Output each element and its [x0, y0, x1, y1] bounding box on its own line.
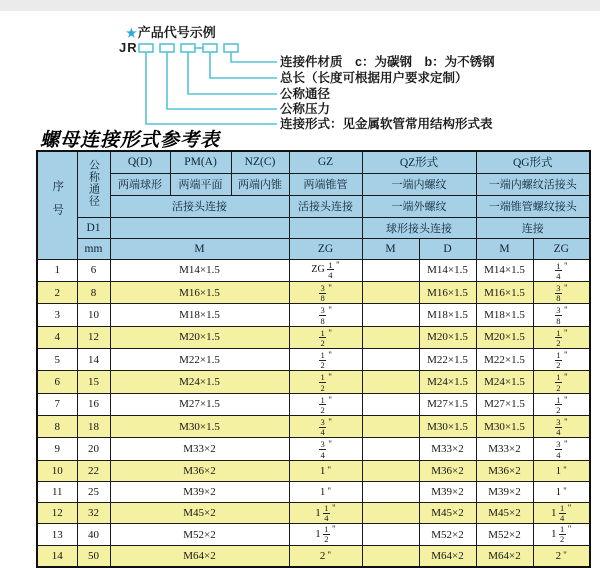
code-box-3 — [181, 44, 195, 52]
cell-m: M36×2 — [110, 460, 289, 481]
cell-seq: 5 — [37, 348, 77, 370]
cell-m: M52×2 — [110, 524, 289, 545]
cell-qg-zg: $\frac{1}{2}$ " — [533, 348, 590, 370]
header-m2: M — [362, 238, 419, 259]
cell-dn: 32 — [77, 503, 110, 524]
cell-seq: 11 — [37, 481, 77, 502]
header-m3: M — [476, 238, 533, 259]
cell-qg-m: M18×1.5 — [476, 304, 533, 326]
cell-seq: 3 — [37, 304, 77, 326]
header-col-q: Q(D) — [110, 151, 170, 173]
cell-gz: $\frac{3}{4}$ " — [289, 415, 362, 437]
cell-qg-zg: $\frac{3}{8}$ " — [533, 304, 590, 326]
code-box-5 — [224, 44, 238, 52]
cell-gz: $\frac{3}{8}$ " — [289, 304, 362, 326]
cell-m: M45×2 — [110, 503, 289, 524]
cell-gz: 1 " — [289, 481, 362, 502]
cell-gz: ZG $\frac{1}{4}$ " — [289, 259, 362, 281]
callout-length: 总长（长度可根据用户要求定制） — [280, 71, 468, 85]
cell-qg-m: M14×1.5 — [476, 259, 533, 281]
cell-dn: 8 — [77, 281, 110, 303]
cell-qz-d: M16×1.5 — [419, 281, 476, 303]
header-dn: 公称通径 — [77, 151, 110, 217]
cell-qz-d: M39×2 — [419, 481, 476, 502]
cell-qz-d: M27×1.5 — [419, 393, 476, 415]
callout-line-diameter — [188, 52, 277, 94]
cell-seq: 12 — [37, 503, 77, 524]
table-row — [37, 524, 590, 545]
header-gz-desc: 两端锥管 — [289, 173, 362, 195]
cell-qg-zg: $\frac{3}{4}$ " — [533, 415, 590, 437]
cell-qz-d: M14×1.5 — [419, 259, 476, 281]
table-row — [37, 371, 590, 393]
cell-dn: 18 — [77, 415, 110, 437]
cell-gz: 2 " — [289, 545, 362, 566]
cell-gz: 1 " — [289, 460, 362, 481]
cell-seq: 2 — [37, 281, 77, 303]
cell-dn: 22 — [77, 460, 110, 481]
cell-qg-m: M64×2 — [476, 545, 533, 566]
header-seq: 序号 — [37, 151, 77, 259]
cell-m: M33×2 — [110, 438, 289, 460]
table-header — [37, 151, 590, 259]
cell-dn: 16 — [77, 393, 110, 415]
cell-qz-m — [362, 524, 419, 545]
cell-seq: 14 — [37, 545, 77, 566]
cell-qg-zg: 1 $\frac{1}{2}$ " — [533, 524, 590, 545]
cell-gz: $\frac{3}{4}$ " — [289, 438, 362, 460]
cell-m: M20×1.5 — [110, 326, 289, 348]
cell-m: M16×1.5 — [110, 281, 289, 303]
cell-qz-m — [362, 348, 419, 370]
cell-qz-m — [362, 438, 419, 460]
table-row — [37, 259, 590, 281]
cell-qg-m: M45×2 — [476, 503, 533, 524]
cell-qg-m: M20×1.5 — [476, 326, 533, 348]
cell-qz-d: M33×2 — [419, 438, 476, 460]
header-d2: D — [419, 238, 476, 259]
cell-qz-m — [362, 545, 419, 566]
cell-qz-d: M22×1.5 — [419, 348, 476, 370]
header-qz-desc2: 一端外螺纹 — [362, 195, 476, 217]
cell-qg-m: M52×2 — [476, 524, 533, 545]
cell-m: M14×1.5 — [110, 259, 289, 281]
header-union-connection: 活接头连接 — [110, 195, 289, 217]
cell-dn: 40 — [77, 524, 110, 545]
cell-seq: 7 — [37, 393, 77, 415]
cell-qg-zg: 1 " — [533, 460, 590, 481]
cell-dn: 25 — [77, 481, 110, 502]
cell-qg-m: M16×1.5 — [476, 281, 533, 303]
cell-seq: 4 — [37, 326, 77, 348]
header-zg1: ZG — [289, 238, 362, 259]
cell-qz-m — [362, 326, 419, 348]
table-row — [37, 415, 590, 437]
header-qg-desc3: 连接 — [476, 217, 590, 238]
nut-connection-table — [36, 150, 591, 568]
cell-qg-zg: $\frac{3}{8}$ " — [533, 281, 590, 303]
cell-qg-zg: 2 " — [533, 545, 590, 566]
cell-qg-zg: $\frac{1}{2}$ " — [533, 371, 590, 393]
header-col-qz: QZ形式 — [362, 151, 476, 173]
header-qz-desc3: 球形接头连接 — [362, 217, 476, 238]
table-row — [37, 393, 590, 415]
cell-qz-d: M20×1.5 — [419, 326, 476, 348]
header-m1: M — [110, 238, 289, 259]
cell-m: M27×1.5 — [110, 393, 289, 415]
table-row — [37, 545, 590, 566]
cell-qz-m — [362, 415, 419, 437]
table-row — [37, 503, 590, 524]
cell-qz-m — [362, 304, 419, 326]
header-pm-desc: 两端平面 — [170, 173, 231, 195]
code-prefix: JR — [119, 40, 138, 55]
cell-gz: $\frac{1}{2}$ " — [289, 348, 362, 370]
header-mm: mm — [77, 238, 110, 259]
header-q-desc: 两端球形 — [110, 173, 170, 195]
cell-seq: 9 — [37, 438, 77, 460]
product-code-heading-text: 产品代号示例 — [137, 25, 216, 40]
callout-line-pressure — [167, 52, 277, 109]
cell-qg-m: M27×1.5 — [476, 393, 533, 415]
header-empty-gz — [289, 217, 362, 238]
table-row — [37, 348, 590, 370]
callout-connection: 连接形式：见金属软管常用结构形式表 — [280, 117, 493, 131]
cell-qz-d: M52×2 — [419, 524, 476, 545]
cell-seq: 6 — [37, 371, 77, 393]
cell-seq: 1 — [37, 259, 77, 281]
table-row — [37, 438, 590, 460]
cell-m: M24×1.5 — [110, 371, 289, 393]
header-gz-union-connection: 活接头连接 — [289, 195, 362, 217]
cell-qz-m — [362, 281, 419, 303]
cell-qg-m: M24×1.5 — [476, 371, 533, 393]
callout-pressure: 公称压力 — [280, 102, 331, 116]
cell-dn: 20 — [77, 438, 110, 460]
cell-m: M39×2 — [110, 481, 289, 502]
cell-qg-m: M36×2 — [476, 460, 533, 481]
code-box-4 — [203, 44, 217, 52]
header-col-pm: PM(A) — [170, 151, 231, 173]
table-row — [37, 460, 590, 481]
table-row — [37, 304, 590, 326]
callout-diameter: 公称通径 — [280, 87, 331, 101]
cell-dn: 15 — [77, 371, 110, 393]
cell-qz-m — [362, 460, 419, 481]
code-box-1 — [139, 44, 153, 52]
cell-dn: 6 — [77, 259, 110, 281]
header-qg-desc2: 一端锥管螺纹接头 — [476, 195, 590, 217]
cell-gz: 1 $\frac{1}{4}$ " — [289, 503, 362, 524]
table-row — [37, 481, 590, 502]
header-col-qg: QG形式 — [476, 151, 590, 173]
cell-m: M22×1.5 — [110, 348, 289, 370]
cell-seq: 8 — [37, 415, 77, 437]
header-col-nz: NZ(C) — [231, 151, 289, 173]
cell-qg-zg: $\frac{1}{2}$ " — [533, 393, 590, 415]
header-zg2: ZG — [533, 238, 590, 259]
header-nz-desc: 两端内锥 — [231, 173, 289, 195]
star-icon: ★ — [126, 26, 137, 40]
cell-gz: $\frac{1}{2}$ " — [289, 371, 362, 393]
cell-qz-m — [362, 393, 419, 415]
cell-qg-m: M30×1.5 — [476, 415, 533, 437]
cell-qz-m — [362, 481, 419, 502]
cell-m: M18×1.5 — [110, 304, 289, 326]
cell-qz-m — [362, 371, 419, 393]
cell-qg-m: M22×1.5 — [476, 348, 533, 370]
code-box-2 — [160, 44, 174, 52]
cell-dn: 10 — [77, 304, 110, 326]
cell-qz-d: M36×2 — [419, 460, 476, 481]
cell-qz-d: M24×1.5 — [419, 371, 476, 393]
cell-dn: 14 — [77, 348, 110, 370]
table-row — [37, 281, 590, 303]
cell-qz-d: M45×2 — [419, 503, 476, 524]
cell-dn: 50 — [77, 545, 110, 566]
cell-qz-d: M18×1.5 — [419, 304, 476, 326]
cell-m: M30×1.5 — [110, 415, 289, 437]
cell-qg-zg: $\frac{3}{4}$ " — [533, 438, 590, 460]
cell-m: M64×2 — [110, 545, 289, 566]
cell-seq: 13 — [37, 524, 77, 545]
cell-gz: $\frac{1}{2}$ " — [289, 393, 362, 415]
header-empty-left — [110, 217, 289, 238]
header-qg-desc1: 一端内螺纹活接头 — [476, 173, 590, 195]
header-col-gz: GZ — [289, 151, 362, 173]
cell-dn: 12 — [77, 326, 110, 348]
cell-gz: 1 $\frac{1}{2}$ " — [289, 524, 362, 545]
cell-gz: $\frac{3}{8}$ " — [289, 281, 362, 303]
table-body — [37, 259, 590, 567]
cell-qz-d: M64×2 — [419, 545, 476, 566]
cell-qz-m — [362, 259, 419, 281]
cell-qg-zg: $\frac{1}{4}$ " — [533, 259, 590, 281]
cell-qg-m: M33×2 — [476, 438, 533, 460]
cell-qg-zg: $\frac{1}{2}$ " — [533, 326, 590, 348]
cell-qg-m: M39×2 — [476, 481, 533, 502]
cell-seq: 10 — [37, 460, 77, 481]
cell-gz: $\frac{1}{2}$ " — [289, 326, 362, 348]
header-qz-desc1: 一端内螺纹 — [362, 173, 476, 195]
cell-qg-zg: 1 $\frac{1}{4}$ " — [533, 503, 590, 524]
callout-line-material — [231, 52, 277, 62]
table-row — [37, 326, 590, 348]
callout-material: 连接件材质 c：为碳钢 b：为不锈钢 — [280, 55, 495, 69]
cell-qg-zg: 1 " — [533, 481, 590, 502]
cell-qz-d: M30×1.5 — [419, 415, 476, 437]
table-title: 螺母连接形式参考表 — [40, 129, 221, 151]
header-d1: D1 — [77, 217, 110, 238]
callout-line-length — [210, 52, 277, 78]
cell-qz-m — [362, 503, 419, 524]
